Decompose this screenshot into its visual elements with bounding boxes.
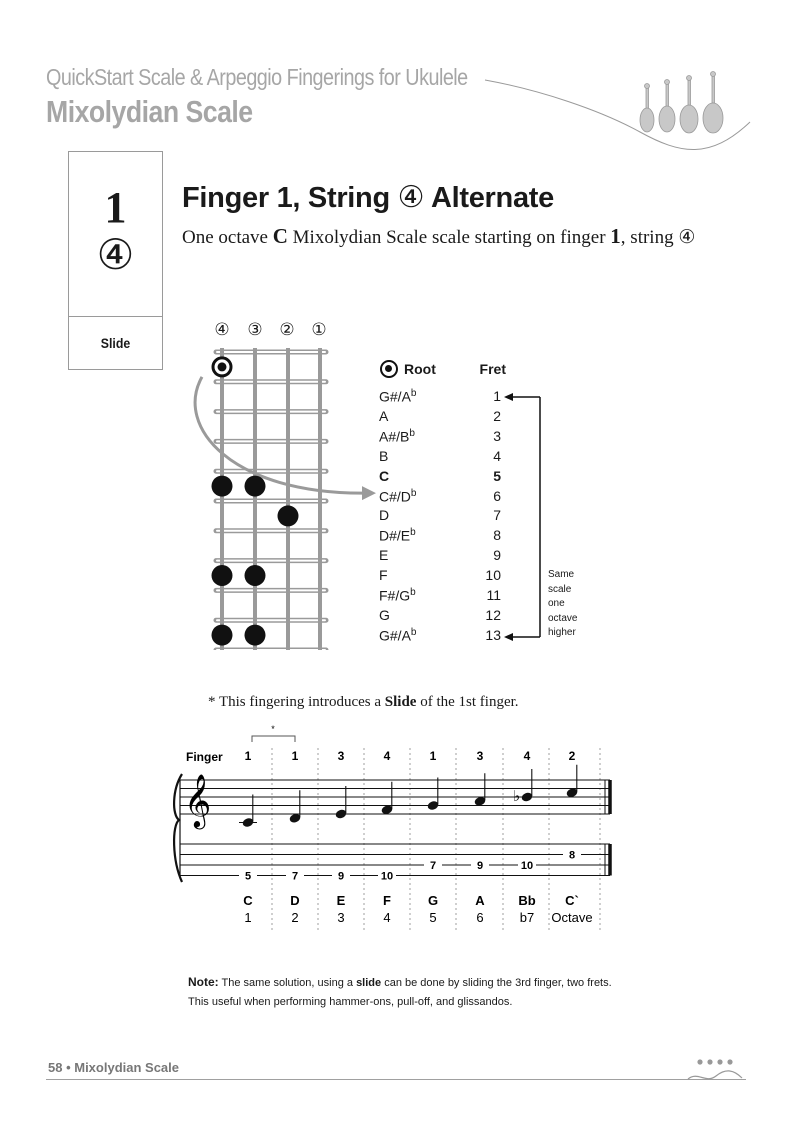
slide-intro-note — [208, 694, 519, 711]
ukulele-family-icon — [636, 70, 731, 136]
fingering-title — [182, 180, 554, 215]
finger-number: 1 — [291, 749, 299, 763]
octave-note-line: octave — [548, 612, 578, 624]
fret-number: 6 — [493, 487, 501, 504]
finger-number: 3 — [476, 749, 484, 763]
table-row — [380, 627, 510, 647]
intro-prefix: * This fingering introduces a — [208, 694, 382, 710]
flat-sign: b — [410, 626, 417, 638]
root-marker-icon — [380, 360, 398, 378]
note-name: C — [379, 467, 390, 484]
note-name: G — [379, 606, 390, 623]
table-row — [380, 468, 510, 488]
index-technique: Slide — [100, 335, 131, 351]
scale-degree: 3 — [337, 910, 345, 925]
octave-bracket-arrows — [500, 390, 550, 645]
intro-bold: Slide — [384, 694, 417, 710]
finger-number: 3 — [337, 749, 345, 763]
treble-clef-icon: 𝄞 — [184, 773, 212, 827]
fret-number: 3 — [493, 427, 501, 444]
scale-degree: 5 — [429, 910, 437, 925]
note-bold: slide — [356, 977, 382, 989]
table-row — [380, 448, 510, 468]
fingering-description — [182, 224, 695, 249]
fret-number: 12 — [485, 606, 501, 623]
fingering-title-string: ④ — [397, 180, 425, 215]
note-name: $G\#/A^b$ — [379, 388, 417, 405]
finger-dot — [245, 476, 266, 497]
slide-asterisk: * — [271, 724, 275, 734]
scale-degree: 2 — [291, 910, 299, 925]
tab-fret-number: 10 — [380, 870, 394, 883]
fret-number: 5 — [493, 467, 501, 484]
flat-sign: b — [410, 388, 417, 399]
table-row — [380, 428, 510, 448]
finger-number: 4 — [523, 749, 531, 763]
intro-suffix: of the 1st finger. — [420, 694, 519, 710]
scale-note-name: E — [336, 893, 346, 908]
fret-number: 7 — [493, 507, 501, 524]
note-name: E — [379, 547, 389, 564]
footer-rule — [46, 1079, 746, 1080]
finger-dot — [245, 565, 266, 586]
fret-number: 8 — [493, 527, 501, 544]
scale-note-name: D — [290, 893, 300, 908]
finger-number: 2 — [568, 749, 576, 763]
scale-note-name: A — [475, 893, 485, 908]
bottom-note — [188, 973, 628, 1012]
note-name: B — [379, 447, 389, 464]
series-title: QuickStart Scale & Arpeggio Fingerings for Ukulele — [46, 64, 468, 90]
page-footer: 58 • Mixolydian Scale — [48, 1060, 179, 1075]
note-name: $F\#/G^b$ — [379, 587, 416, 604]
finger-dot — [278, 505, 299, 526]
tab-fret-number: 7 — [291, 870, 299, 883]
string-label-1: ① — [311, 320, 327, 340]
table-row — [380, 607, 510, 627]
page-title: Mixolydian Scale — [46, 94, 253, 129]
note-name: $A\#/B^b$ — [379, 427, 415, 445]
note-name: $D\#/E^b$ — [379, 527, 416, 544]
tab-fret-number: 10 — [520, 860, 534, 872]
scale-degree: 6 — [476, 910, 484, 925]
finger-dot — [212, 625, 233, 646]
finger-number: 1 — [244, 749, 252, 763]
finger-number: 1 — [429, 749, 437, 763]
notation-and-tab — [170, 720, 620, 930]
note-name: $C\#/D^b$ — [379, 487, 417, 505]
four-dots-swirl-icon — [686, 1056, 748, 1088]
tab-fret-number: 9 — [476, 860, 484, 872]
fret-header: Fret — [479, 361, 506, 377]
fret-number: 10 — [485, 567, 501, 584]
scale-note-name: G — [427, 893, 439, 908]
table-row — [380, 547, 510, 567]
note-name: D — [379, 507, 390, 524]
octave-note-line: Same — [548, 569, 575, 580]
finger-dot — [212, 476, 233, 497]
octave-note-line: scale — [548, 583, 572, 595]
desc-part-2: Mixolydian Scale scale starting on finger — [292, 227, 606, 248]
table-row — [380, 408, 510, 428]
string-label-2: ② — [279, 320, 295, 340]
scale-note-name: C — [243, 893, 253, 908]
table-row — [380, 488, 510, 508]
fret-number: 11 — [486, 587, 501, 603]
table-row — [380, 527, 510, 547]
index-finger-number: 1 — [104, 183, 127, 232]
desc-part-1: One octave — [182, 227, 268, 248]
desc-string: ④ — [678, 226, 696, 248]
table-header — [380, 360, 510, 378]
fret-number: 1 — [493, 388, 501, 404]
finger-dot — [212, 565, 233, 586]
fret-number: 13 — [485, 626, 501, 643]
note-text-2: can be done by sliding the 3rd finger, two frets. This useful when performing hammer-ons, pull-off, and glissandos. — [188, 977, 612, 1008]
fret-number: 2 — [493, 407, 501, 424]
tab-fret-number: 5 — [244, 870, 252, 883]
table-row — [380, 567, 510, 587]
flat-accidental: ♭ — [513, 787, 521, 805]
scale-degree: 4 — [383, 910, 391, 925]
root-dot-center — [218, 362, 227, 371]
fret-number: 4 — [493, 447, 501, 464]
desc-key: C — [272, 224, 288, 248]
note-name: A — [379, 407, 389, 424]
system-brace — [174, 774, 182, 882]
fret-number: 9 — [493, 547, 501, 564]
fretboard-diagram — [180, 340, 380, 650]
tab-fret-number: 9 — [337, 870, 345, 883]
scale-degree: b7 — [519, 910, 535, 925]
finger-label: Finger — [186, 750, 223, 764]
index-string-symbol: ④ — [96, 230, 135, 279]
flat-sign: b — [410, 587, 416, 598]
flat-sign: b — [410, 487, 417, 499]
table-row — [380, 587, 510, 607]
note-name: F — [379, 567, 388, 584]
note-label: Note: — [188, 975, 219, 989]
scale-degree: Octave — [551, 910, 593, 925]
desc-part-3: , string — [620, 227, 674, 248]
octave-note-line: one — [548, 598, 565, 609]
note-name: $G\#/A^b$ — [379, 626, 417, 644]
tab-fret-number: 7 — [429, 860, 437, 872]
slide-arrowhead — [362, 486, 376, 500]
desc-finger: 1 — [610, 224, 621, 248]
octave-note-line: higher — [548, 627, 576, 638]
index-divider — [68, 316, 163, 317]
flat-sign: b — [409, 427, 415, 439]
scale-note-name: C` — [565, 893, 579, 908]
scale-note-name: F — [383, 893, 391, 908]
string-label-4: ④ — [214, 320, 230, 340]
finger-dot — [245, 625, 266, 646]
scale-note-name: Bb — [518, 893, 536, 908]
octave-note — [548, 568, 577, 641]
flat-sign: b — [410, 527, 416, 539]
fingering-title-prefix: Finger 1, String — [182, 182, 390, 214]
string-label-3: ③ — [247, 320, 263, 340]
root-header: Root — [404, 361, 436, 377]
table-row — [380, 507, 510, 527]
table-row — [380, 388, 510, 408]
note-text-1: The same solution, using a — [221, 977, 353, 989]
scale-degree: 1 — [244, 910, 252, 925]
finger-number: 4 — [383, 749, 391, 763]
fingering-title-suffix: Alternate — [430, 182, 554, 214]
slide-bracket — [252, 736, 295, 742]
tab-fret-number: 8 — [568, 849, 576, 862]
